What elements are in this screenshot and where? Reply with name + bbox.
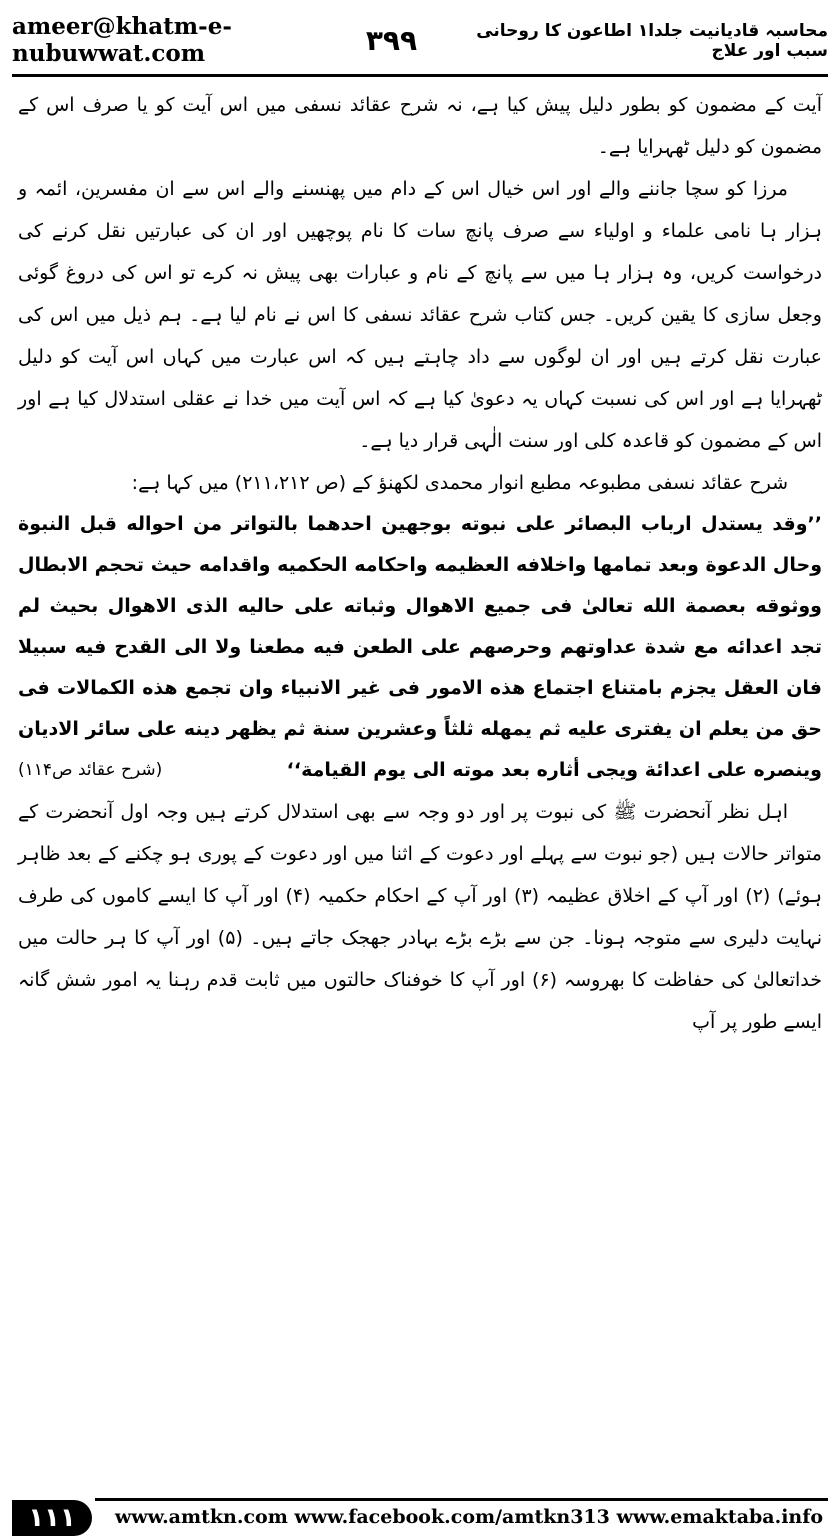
arabic-quote-text: ’’وقد يستدل ارباب البصائر على نبوته بوجهين احدهما بالتواتر من احواله قبل النبوة وحال الدعوة وبعد تمامها واخلافه العظيمه واحكامه الحكميه واقدامه حيث تحجم الابطال ووثوقه بعصمة الله تعالىٰ فى جميع الاهوال وثباته على حاليه الذى الاهوال بحيث لم تجد اعدائه مع شدة عداوتهم وحرصهم على الطعن فيه مطعنا ولا الى القدح فيه سبيلا فان العقل يجزم بامتناع اجتماع هذه الامور فى غير الانبياء وان تجمع هذه الكمالات فى حق من يعلم ان يفترى عليه ثم يمهله ثلثاً وعشرين سنة ثم يظهر دينه على سائر الاديان وينصره على اعدائة ويجى أثاره بعد موته الى يوم القيامة‘‘ xyxy=(18,513,822,781)
footer-websites: www.amtkn.com www.facebook.com/amtkn313 www.emaktaba.info xyxy=(114,1506,824,1528)
page-footer xyxy=(0,1498,840,1540)
arabic-quote-source: (شرح عقائد ص۱۱۴) xyxy=(18,760,163,780)
paragraph-continuation: آیت کے مضمون کو بطور دلیل پیش کیا ہے، نہ شرح عقائد نسفی میں اس آیت کو یا صرف اس کے مضمون کو دلیل ٹھہرایا ہے۔ xyxy=(18,94,822,158)
header-title-group xyxy=(366,20,828,61)
footer-rule xyxy=(95,1498,828,1501)
footer-page-number: ۱۱۱ xyxy=(12,1500,92,1536)
header-page-number: ۳۹۹ xyxy=(365,23,418,57)
book-title: محاسبہ قادیانیت جلدا۱ اطاعون کا روحانی سبب اور علاج xyxy=(476,20,828,61)
paragraph-translation: اہل نظر آنحضرت ﷺ کی نبوت پر اور دو وجہ سے بھی استدلال کرتے ہیں وجہ اول آنحضرت کے متواتر حالات ہیں (جو نبوت سے پہلے اور دعوت کے اثنا میں اور دعوت کے پوری ہو چکنے کے بعد ظاہر ہوئے) (۲) اور آپ کے اخلاق عظیمہ (۳) اور آپ کے احکام حکمیہ (۴) اور آپ کا ایسے کاموں کی طرف نہایت دلیری سے متوجہ ہونا۔ جن سے بڑے بڑے بہادر جھجک جاتے ہیں۔ (۵) اور آپ کا ہر حالت میں خداتعالیٰ کی حفاظت کا بھروسہ (۶) اور آپ کا خوفناک حالتوں میں ثابت قدم رہنا یہ امور شش گانہ ایسے طور پر آپ xyxy=(18,801,823,1033)
page-header xyxy=(12,6,828,77)
paragraph-body: مرزا کو سچا جاننے والے اور اس خیال اس کے دام میں پھنسنے والے اس سے ان مفسرین، ائمہ و ہزار ہا نامی علماء و اولیاء سے صرف پانچ سات کا نام پوچھیں اور ان کی عبارتیں نقل کرنے کی درخواست کریں، وہ ہزار ہا میں سے پانچ کے نام و عبارات بھی پیش نہ کرے تو اس کی دروغ گوئی وجعل سازی کا یقین کریں۔ جس کتاب شرح عقائد نسفی کا اس نے نام لیا ہے۔ ہم ذیل میں اس کی عبارت نقل کرتے ہیں اور ان لوگوں سے داد چاہتے ہیں کہ اس عبارت میں کہاں اس آیت کو دلیل ٹھہرایا ہے اور اس کی نسبت کہاں یہ دعویٰ کیا ہے کہ اس آیت میں خدا نے عقلی استدلال کیا ہے اور اس کے مضمون کو قاعدہ کلی اور سنت الٰہی قرار دیا ہے۔ xyxy=(18,178,822,452)
arabic-quote xyxy=(18,504,822,791)
header-email: ameer@khatm-e-nubuwwat.com xyxy=(12,13,232,67)
paragraph-citation-intro: شرح عقائد نسفی مطبوعہ مطبع انوار محمدی لکھنؤ کے (ص ۲۱۱،۲۱۲) میں کہا ہے: xyxy=(131,472,788,494)
page-content xyxy=(18,84,822,1043)
